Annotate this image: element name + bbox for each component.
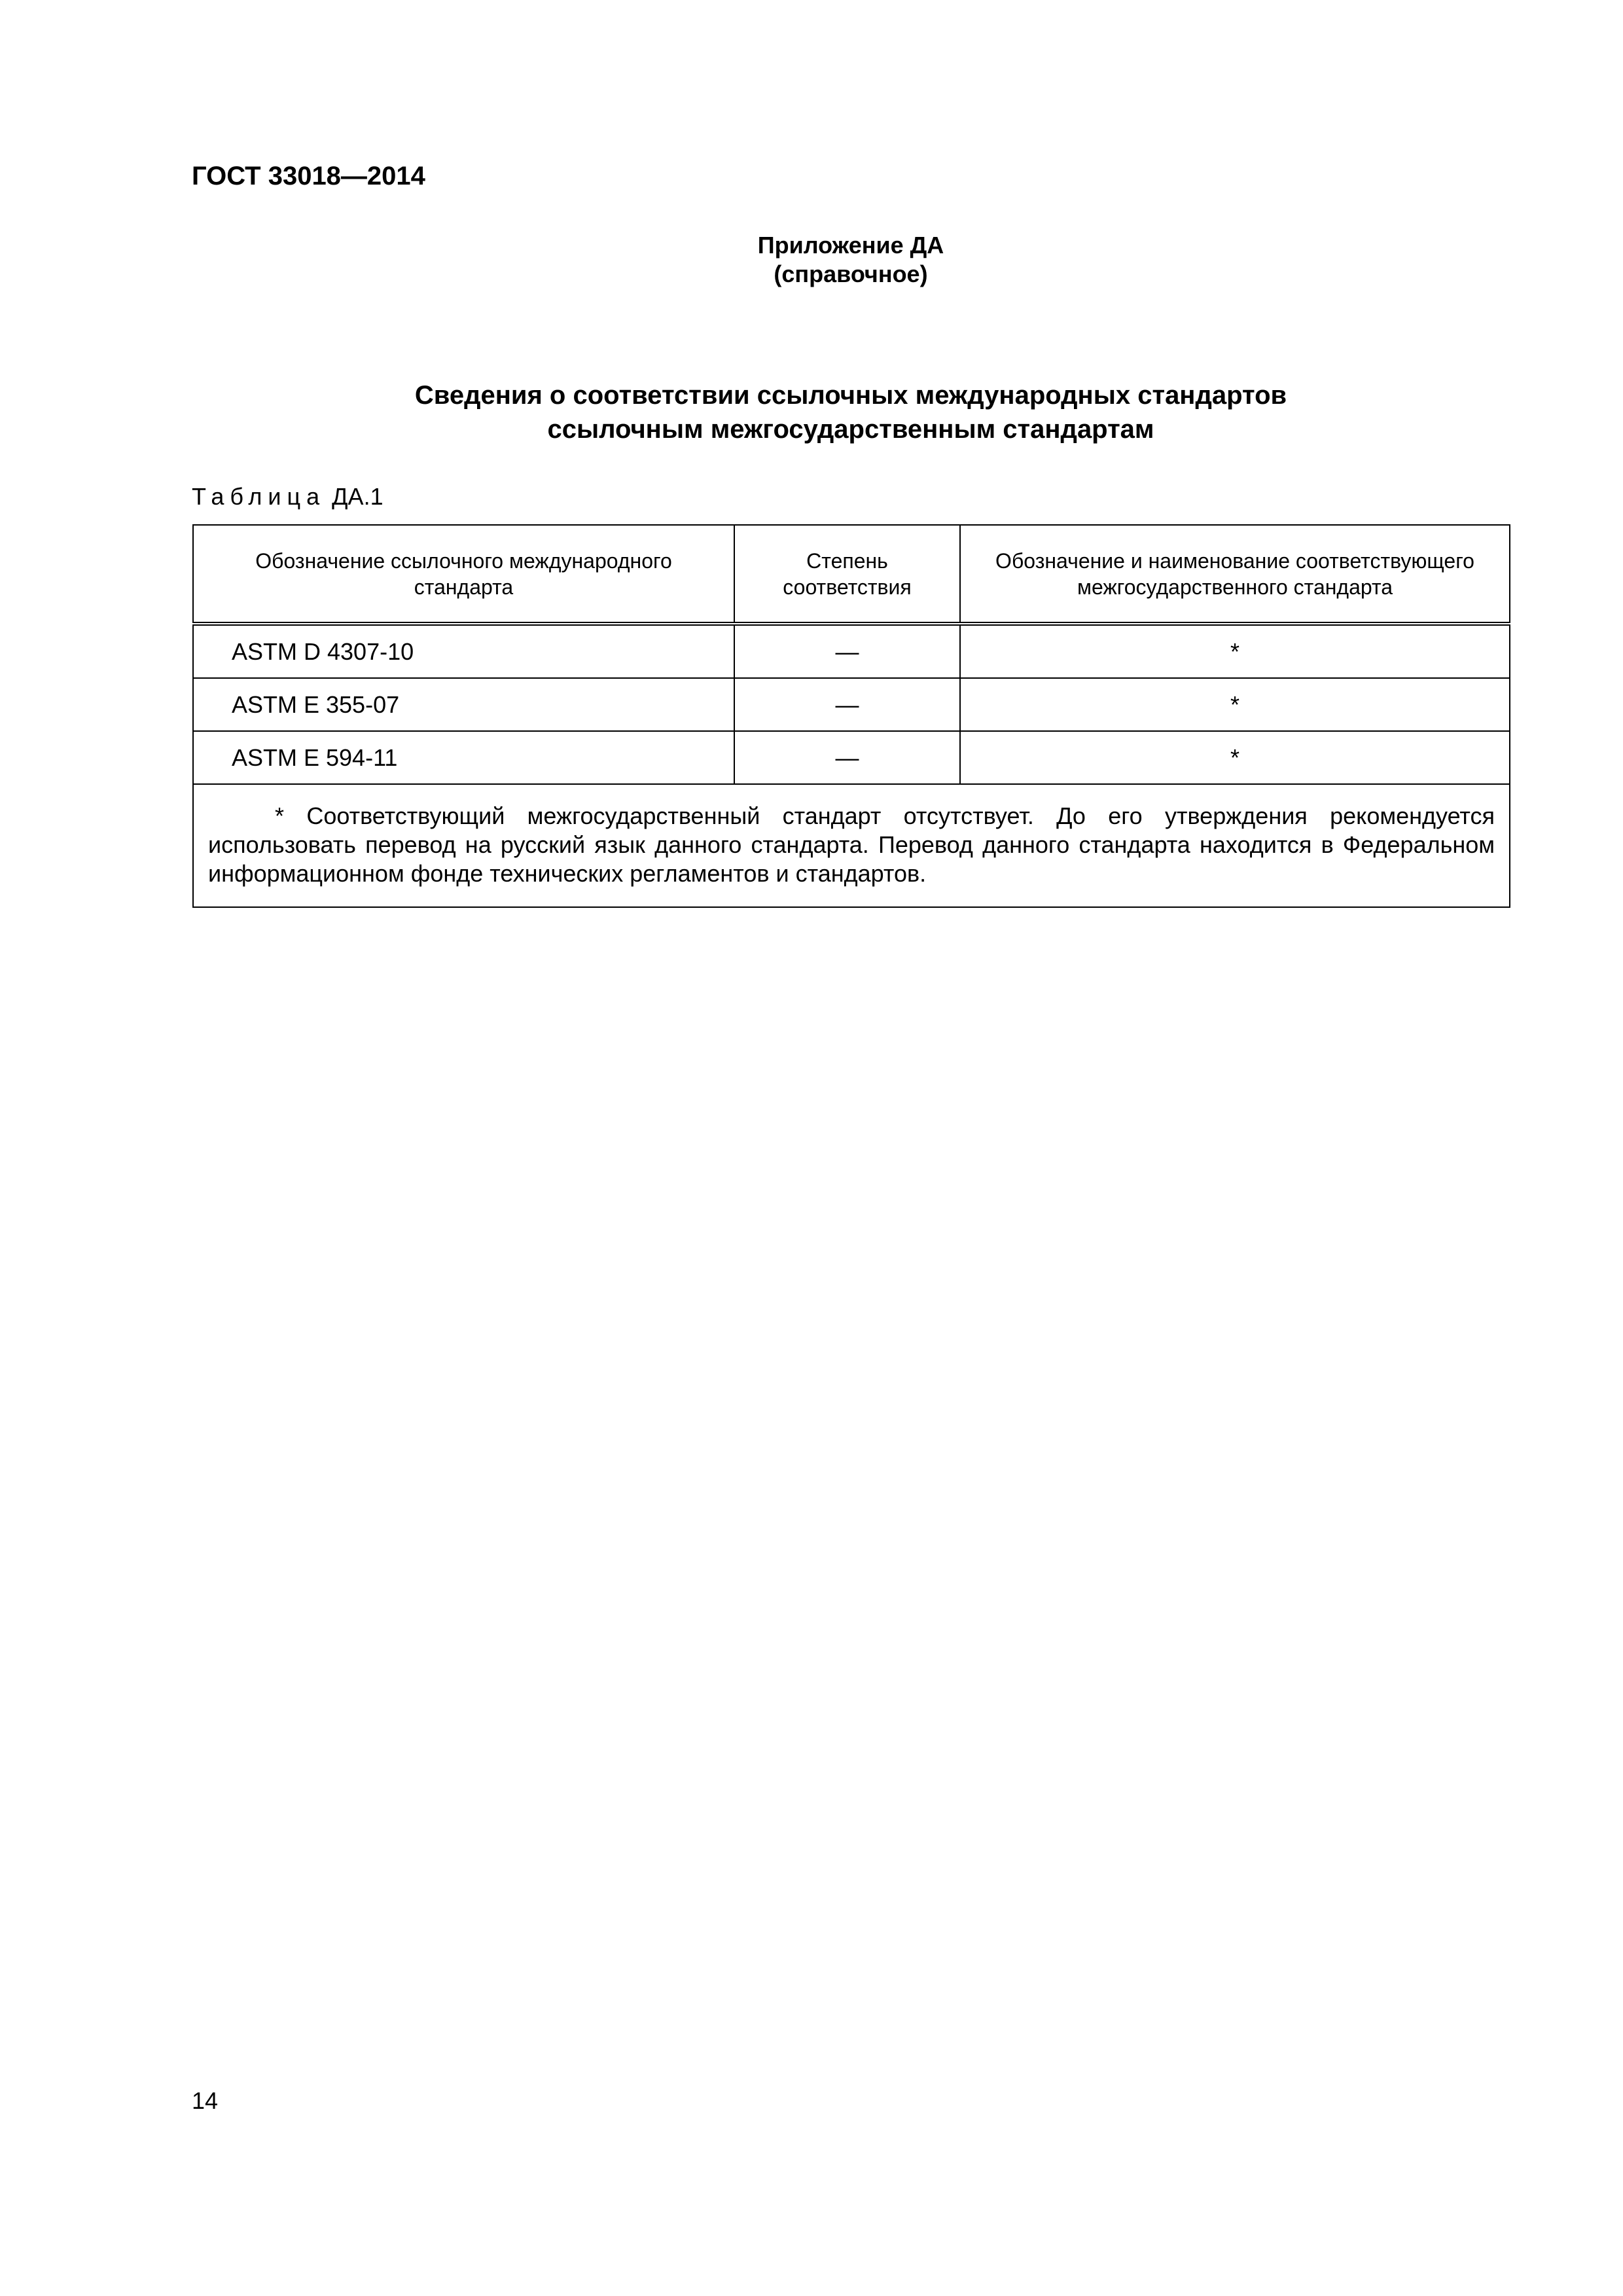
table-footnote-row bbox=[193, 784, 1510, 907]
section-title bbox=[262, 378, 1440, 446]
table-header-row bbox=[193, 525, 1510, 624]
appendix-heading bbox=[654, 231, 1047, 289]
section-title-line-2: ссылочным межгосударственным стандартам bbox=[547, 415, 1154, 444]
standards-correspondence-table bbox=[192, 524, 1510, 908]
appendix-label: Приложение ДА bbox=[757, 232, 944, 259]
table-caption-number: ДА.1 bbox=[332, 483, 383, 510]
row-corresponding-standard: * bbox=[960, 678, 1510, 731]
table-row bbox=[193, 678, 1510, 731]
document-code: ГОСТ 33018—2014 bbox=[192, 162, 425, 190]
row-designation: ASTM E 594-11 bbox=[193, 731, 734, 784]
row-designation: ASTM D 4307-10 bbox=[193, 624, 734, 678]
header-designation: Обозначение ссылочного международного стандарта bbox=[193, 525, 734, 624]
row-degree: — bbox=[734, 731, 960, 784]
table-footnote: * Соответствующий межгосударственный стандарт отсутствует. До его утверждения рекомендуется использовать перевод на русский язык данного стандарта. Перевод данного стандарта находится в Федеральном информационном фонде технических регламентов и стандартов. bbox=[208, 802, 1495, 887]
section-title-line-1: Сведения о соответствии ссылочных международных стандартов bbox=[414, 381, 1287, 410]
row-corresponding-standard: * bbox=[960, 731, 1510, 784]
header-degree: Степень соответствия bbox=[734, 525, 960, 624]
page-number: 14 bbox=[192, 2087, 219, 2114]
table-row bbox=[193, 624, 1510, 678]
row-degree: — bbox=[734, 624, 960, 678]
table-caption-label: Таблица bbox=[192, 483, 326, 510]
row-corresponding-standard: * bbox=[960, 624, 1510, 678]
row-degree: — bbox=[734, 678, 960, 731]
table-row bbox=[193, 731, 1510, 784]
appendix-type: (справочное) bbox=[774, 260, 928, 287]
header-corresponding-standard: Обозначение и наименование соответствующего межгосударственного стандарта bbox=[960, 525, 1510, 624]
row-designation: ASTM E 355-07 bbox=[193, 678, 734, 731]
table-caption bbox=[192, 482, 383, 511]
